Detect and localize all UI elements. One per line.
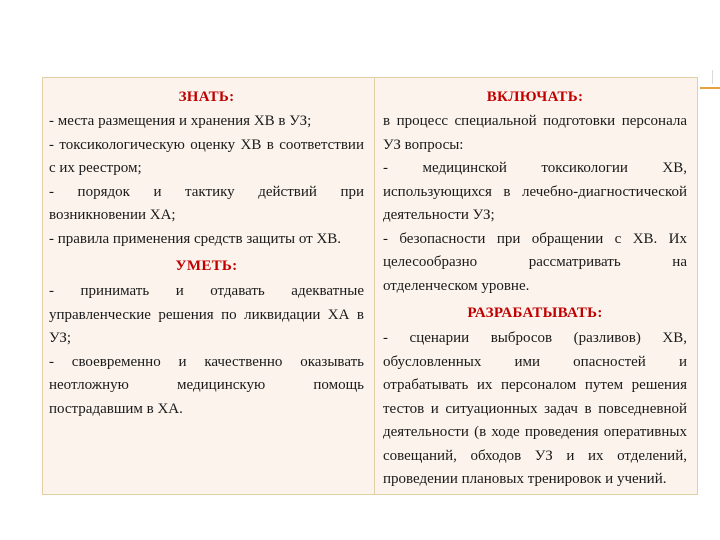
accent-line: [700, 87, 720, 89]
content-table: [42, 77, 698, 495]
know-item: - порядок и тактику действий при возникновении ХА;: [49, 183, 364, 223]
heading-develop: РАЗРАБАТЫВАТЬ:: [467, 305, 603, 321]
include-item: - медицинской токсикологии ХВ, использующихся в лечебно-диагностической деятельности УЗ;: [383, 160, 687, 223]
know-item: - правила применения средств защиты от ХВ.: [49, 230, 342, 247]
decorative-divider: [712, 70, 713, 84]
include-item: в процесс специальной подготовки персонала УЗ вопросы:: [383, 113, 687, 153]
develop-item: - сценарии выбросов (разливов) ХВ, обусловленных ими опасностей и отрабатывать их персоналом путем решения тестов и ситуационных задач в повседневной деятельности (в ходе проведения оперативных совещаний, обходов УЗ и их отделений, проведении плановых тренировок и учений.: [383, 330, 687, 487]
include-item: - безопасности при обращении с ХВ. Их целесообразно рассматривать на отделенческом уровне.: [383, 230, 687, 294]
can-item: - принимать и отдавать адекватные управленческие решения по ликвидации ХА в УЗ;: [49, 283, 364, 346]
left-column: [43, 78, 375, 494]
know-item: - токсикологическую оценку ХВ в соответствии с их реестром;: [49, 136, 364, 176]
right-column: [375, 78, 697, 494]
can-item: - своевременно и качественно оказывать неотложную медицинскую помощь пострадавшим в ХА.: [49, 353, 364, 417]
know-item: - места размещения и хранения ХВ в УЗ;: [49, 113, 312, 129]
heading-know: ЗНАТЬ:: [178, 89, 235, 105]
heading-can: УМЕТЬ:: [175, 258, 238, 274]
heading-include: ВКЛЮЧАТЬ:: [486, 89, 584, 105]
